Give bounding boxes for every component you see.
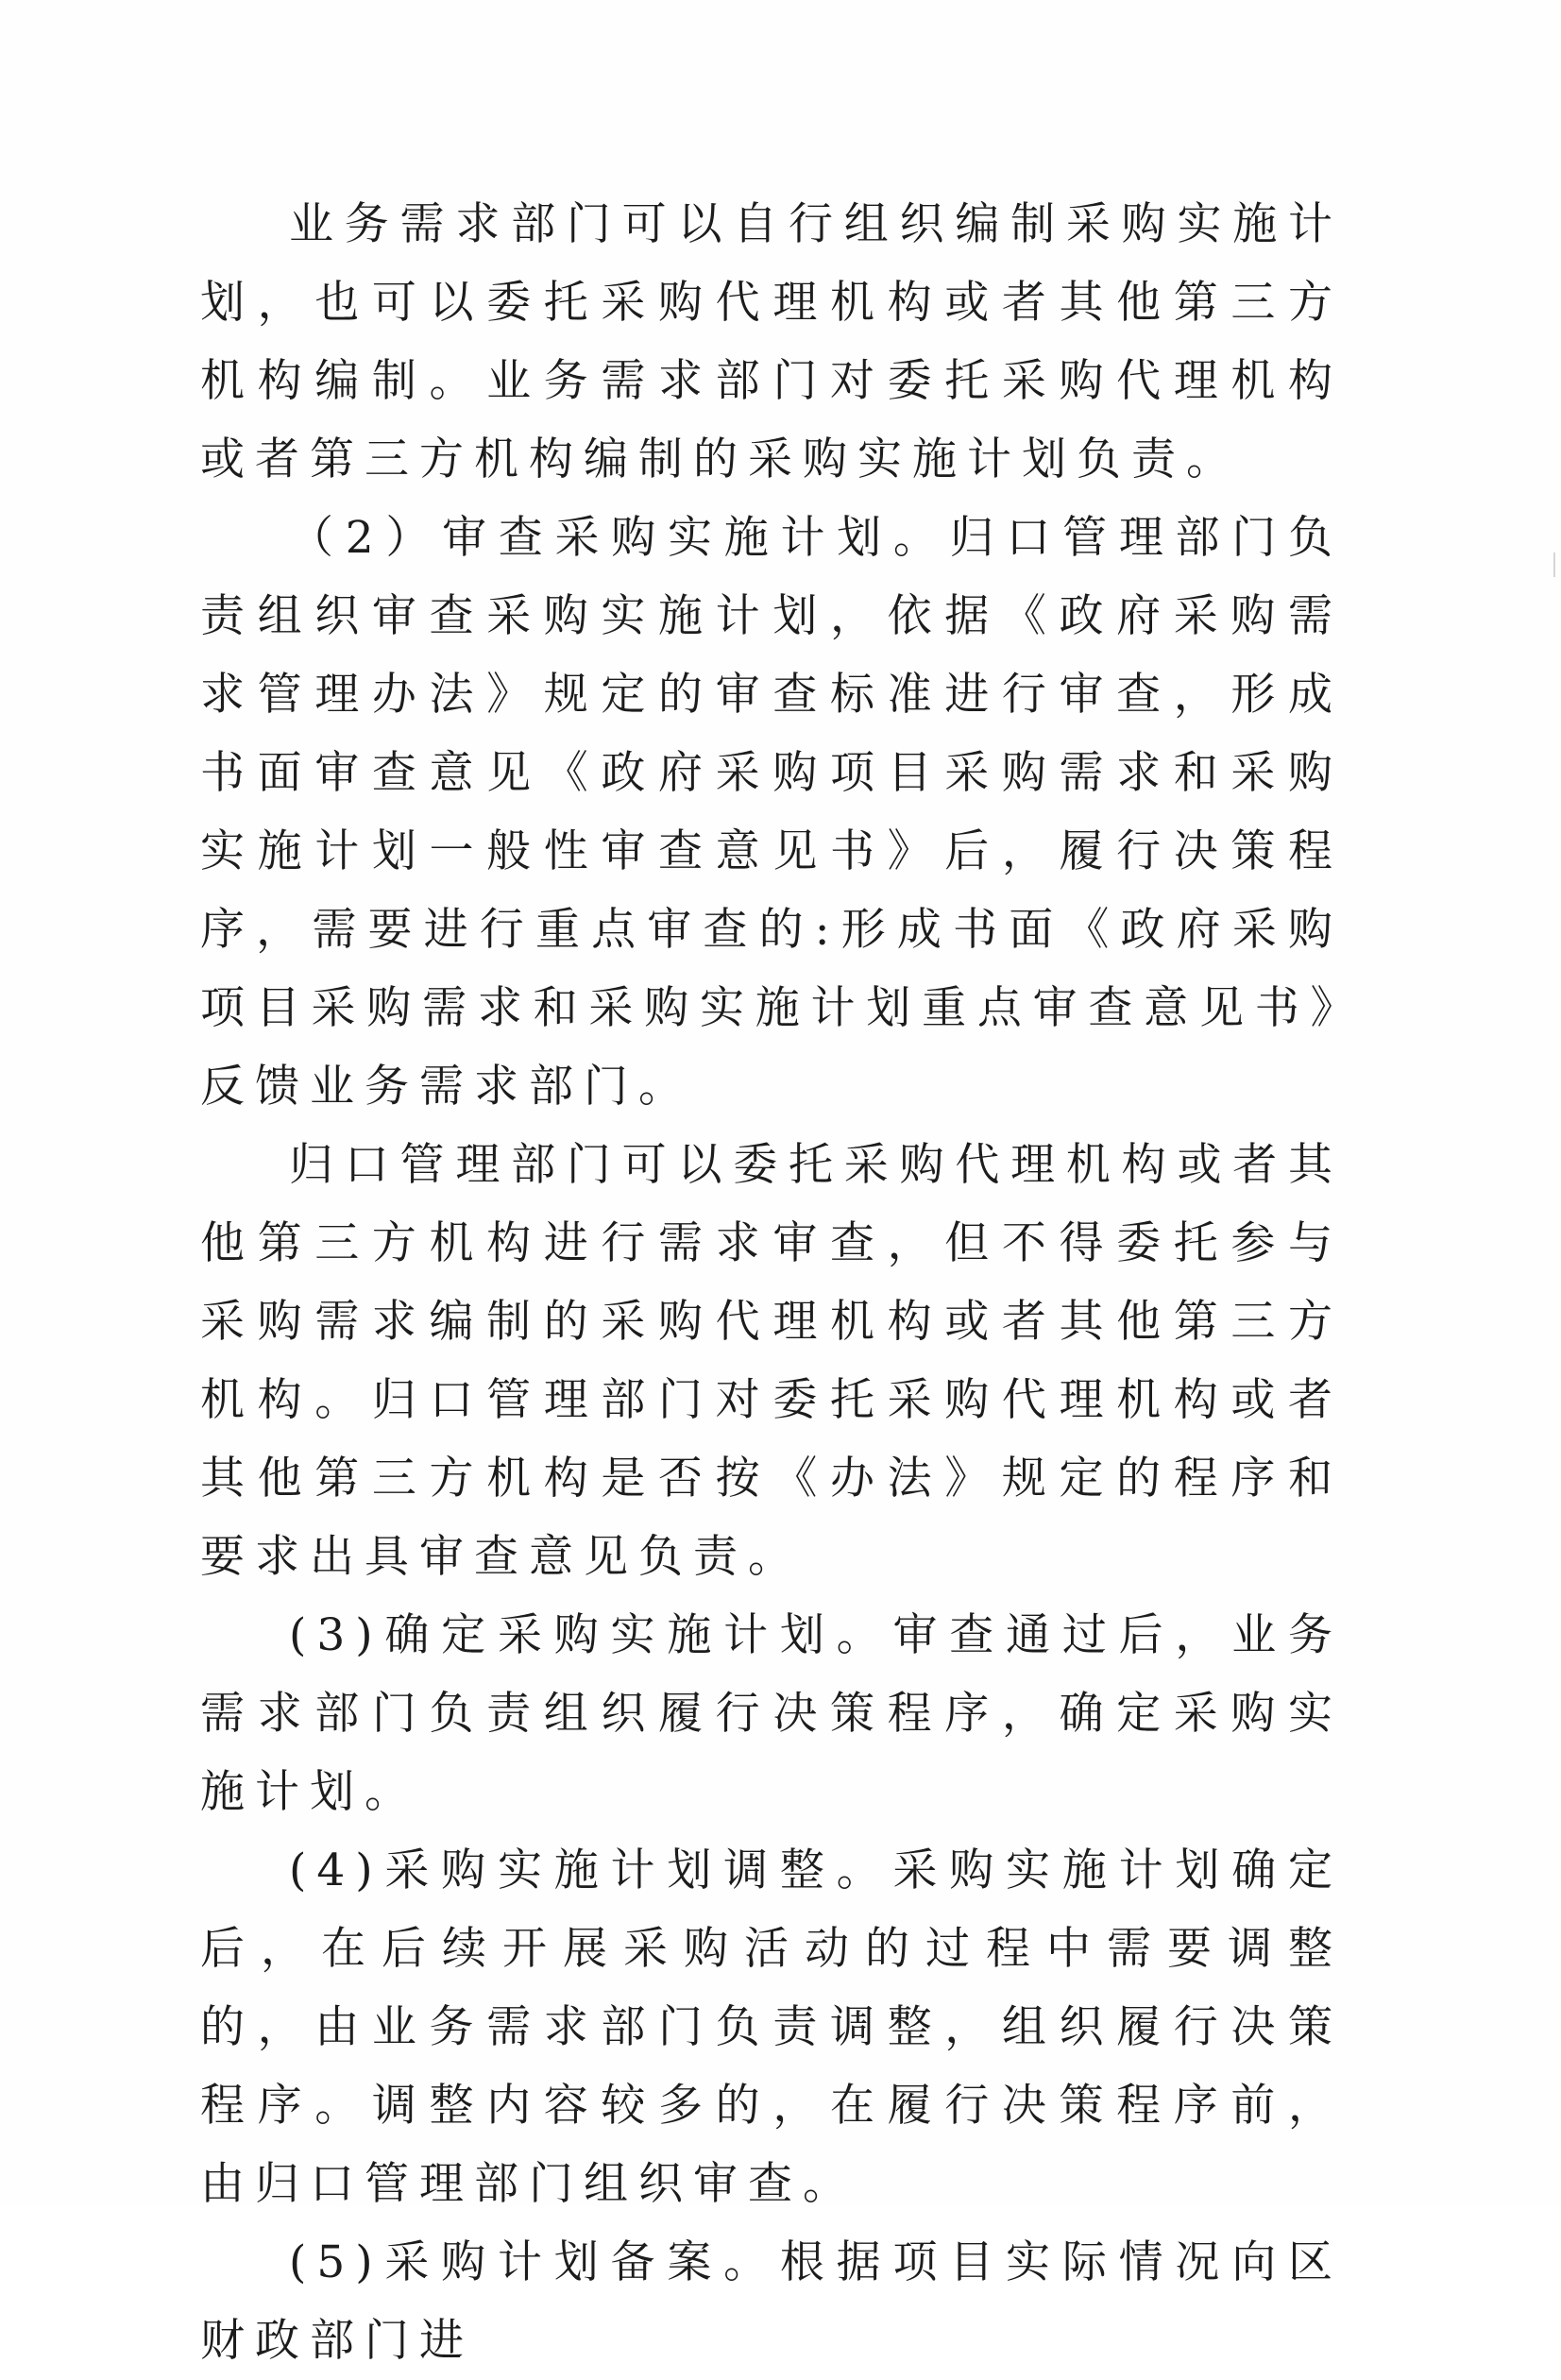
scan-artifact-mark: [1553, 552, 1555, 577]
document-body: [200, 185, 1343, 2380]
paragraph-review-plan: （2）审查采购实施计划。归口管理部门负责组织审查采购实施计划，依据《政府采购需求管理办法》规定的审查标准进行审查，形成书面审查意见《政府采购项目采购需求和采购实施计划一般性审查意见书》后，履行决策程序，需要进行重点审查的:形成书面《政府采购项目采购需求和采购实施计划重点审查意见书》反馈业务需求部门。: [200, 512, 1343, 1113]
paragraph-delegated-review: 归口管理部门可以委托采购代理机构或者其他第三方机构进行需求审查，但不得委托参与采购需求编制的采购代理机构或者其他第三方机构。归口管理部门对委托采购代理机构或者其他第三方机构是否按《办法》规定的程序和要求出具审查意见负责。: [200, 1139, 1343, 1583]
paragraph-plan-preparation: 业务需求部门可以自行组织编制采购实施计划，也可以委托采购代理机构或者其他第三方机构编制。业务需求部门对委托采购代理机构或者第三方机构编制的采购实施计划负责。: [200, 198, 1343, 485]
paragraph-plan-filing: (5)采购计划备案。根据项目实际情况向区财政部门进: [200, 2236, 1343, 2367]
paragraph-confirm-plan: (3)确定采购实施计划。审查通过后，业务需求部门负责组织履行决策程序，确定采购实施计划。: [200, 1609, 1343, 1818]
paragraph-plan-adjustment: (4)采购实施计划调整。采购实施计划确定后，在后续开展采购活动的过程中需要调整的，由业务需求部门负责调整，组织履行决策程序。调整内容较多的，在履行决策程序前，由归口管理部门组织审查。: [200, 1844, 1343, 2210]
